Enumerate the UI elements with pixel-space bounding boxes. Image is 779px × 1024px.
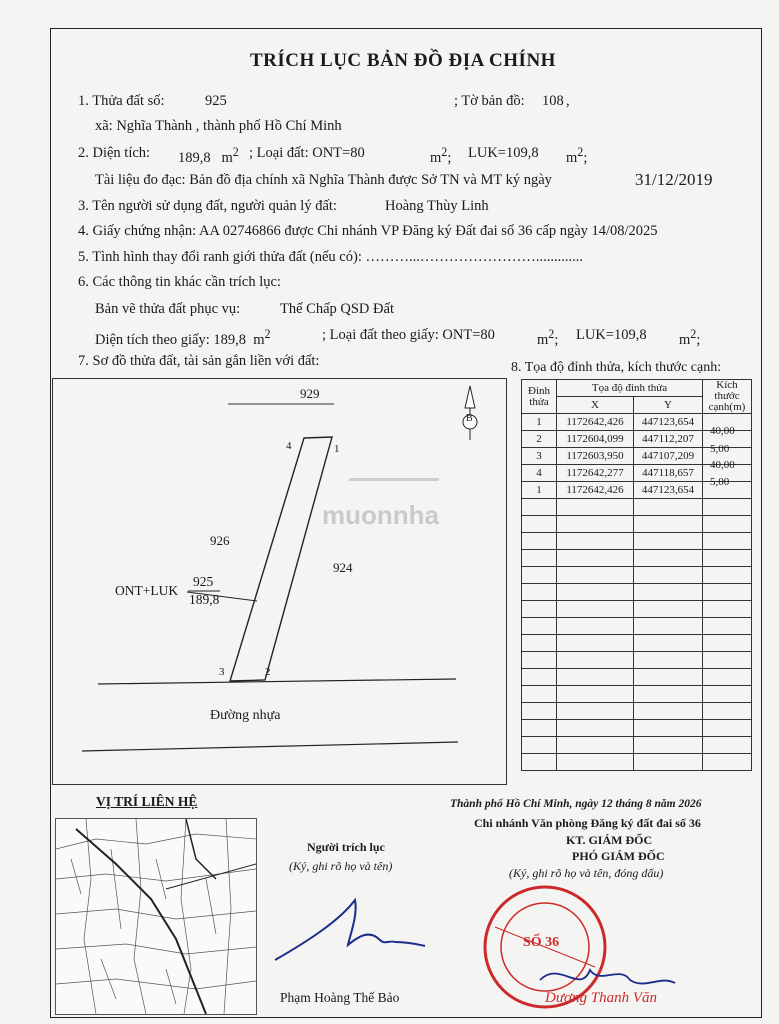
area-unit-ont: $m^2$;: [430, 145, 452, 166]
table-row-empty: [522, 652, 752, 669]
cell-y: 447112,207: [634, 431, 703, 448]
office-sub: (Ký, ghi rõ họ và tên, đóng dấu): [509, 866, 664, 880]
certificate-line: 4. Giấy chứng nhận: AA 02746866 được Chi nhánh VP Đăng ký Đất đai số 36 cấp ngày 14/08/2025: [78, 223, 658, 239]
extractor-name: Phạm Hoàng Thế Bảo: [280, 990, 400, 1005]
cell-v: 4: [522, 465, 557, 482]
table-row-empty: [522, 635, 752, 652]
table-row-empty: [522, 669, 752, 686]
table-row-empty: [522, 754, 752, 771]
table-row-empty: [522, 550, 752, 567]
location-map-label: VỊ TRÍ LIÊN HỆ: [96, 794, 198, 809]
cell-y: 447123,654: [634, 414, 703, 431]
col-coords-header: Tọa độ đỉnh thửa: [557, 380, 703, 397]
kt-director: KT. GIÁM ĐỐC: [566, 833, 653, 847]
survey-document: Tài liệu đo đạc: Bản đồ địa chính xã Nghĩa Thành được Sở TN và MT ký ngày: [95, 172, 552, 188]
parcel-boundary: [230, 437, 332, 681]
survey-date: 31/12/2019: [635, 170, 713, 189]
table-row-empty: [522, 737, 752, 754]
edge-length: 40,00: [710, 459, 735, 471]
area-value: 189,8 $m^2$: [178, 145, 239, 166]
cell-v: 1: [522, 482, 557, 499]
sheet-comma: ,: [566, 93, 570, 109]
purpose-label: Bản vẽ thửa đất phục vụ:: [95, 301, 241, 317]
extractor-sub: (Ký, ghi rõ họ và tên): [289, 859, 393, 873]
neighbor-924: 924: [333, 560, 353, 575]
cell-v: 3: [522, 448, 557, 465]
document-title: TRÍCH LỤC BẢN ĐỒ ĐỊA CHÍNH: [250, 50, 556, 71]
location-map-drawing: [56, 819, 256, 1014]
table-row-empty: [522, 601, 752, 618]
vertex-3-label: 3: [219, 666, 225, 678]
sketch-label: 7. Sơ đồ thửa đất, tài sản gắn liền với đất:: [78, 353, 320, 369]
table-row-empty: [522, 686, 752, 703]
neighbor-926: 926: [210, 533, 230, 548]
edge-length: 40,00: [710, 425, 735, 437]
extractor-signature: [270, 890, 430, 970]
col-vertex-header: Đỉnh thửa: [522, 380, 557, 414]
table-row-empty: [522, 703, 752, 720]
table-row-empty: [522, 499, 752, 516]
parcel-area-sketch: 189,8: [189, 592, 220, 607]
cell-x: 1172642,426: [557, 414, 634, 431]
vertex-1-label: 1: [334, 443, 340, 455]
road-edge-bottom: [82, 742, 458, 751]
boundary-change-line: 5. Tình hình thay đổi ranh giới thửa đất (nếu có): ………...…………………….............: [78, 249, 583, 265]
cert-unit-luk: $m^2$;: [679, 327, 701, 348]
coords-label: 8. Tọa độ đỉnh thửa, kích thước cạnh:: [511, 360, 722, 375]
edge-length: 5,00: [710, 476, 730, 488]
table-row-empty: [522, 618, 752, 635]
cell-v: 1: [522, 414, 557, 431]
parcel-land-code: ONT+LUK: [115, 583, 179, 598]
parcel-number-sketch: 925: [193, 574, 214, 589]
deputy-director: PHÓ GIÁM ĐỐC: [572, 849, 665, 863]
cell-v: 2: [522, 431, 557, 448]
signer-name: Dương Thanh Văn: [545, 990, 658, 1006]
watermark: muonnha: [322, 500, 439, 530]
coords-table: [521, 379, 752, 771]
table-row-empty: [522, 516, 752, 533]
area-unit-luk: $m^2$;: [566, 145, 588, 166]
branch-name: Chi nhánh Văn phòng Đăng ký đất đai số 36: [474, 816, 701, 830]
sheet-number: 108: [542, 93, 564, 109]
cell-x: 1172604,099: [557, 431, 634, 448]
cert-unit-ont: $m^2$;: [537, 327, 559, 348]
table-row-empty: [522, 720, 752, 737]
table-row-empty: [522, 584, 752, 601]
col-y-header: Y: [634, 397, 703, 414]
extractor-label: Người trích lục: [307, 840, 385, 854]
col-dim-header: Kích thước cạnh(m): [703, 380, 752, 414]
issue-date-line: Thành phố Hồ Chí Minh, ngày 12 tháng 8 năm 2026: [450, 798, 702, 810]
vertex-4-label: 4: [286, 440, 292, 452]
area-label: 2. Diện tích:: [78, 145, 151, 161]
cell-x: 1172603,950: [557, 448, 634, 465]
table-row-empty: [522, 533, 752, 550]
location-map: [55, 818, 257, 1015]
purpose-value: Thế Chấp QSD Đất: [280, 301, 394, 317]
cell-y: 447118,657: [634, 465, 703, 482]
owner-label: 3. Tên người sử dụng đất, người quản lý đất:: [78, 198, 337, 214]
owner-name: Hoàng Thùy Linh: [385, 198, 489, 214]
road-edge-top: [98, 679, 456, 684]
edge-length: 5,00: [710, 443, 730, 455]
land-type: ; Loại đất: ONT=80: [249, 145, 365, 161]
col-x-header: X: [557, 397, 634, 414]
cert-land-type-luk: LUK=109,8: [576, 327, 647, 343]
vertex-2-label: 2: [265, 666, 271, 678]
cell-x: 1172642,277: [557, 465, 634, 482]
sheet-label: ; Tờ bản đồ:: [454, 93, 525, 109]
parcel-label: 1. Thửa đất số:: [78, 93, 165, 109]
cell-y: 447107,209: [634, 448, 703, 465]
table-row-empty: [522, 567, 752, 584]
cert-land-type: ; Loại đất theo giấy: ONT=80: [322, 327, 495, 343]
parcel-number: 925: [205, 93, 227, 109]
land-type-luk: LUK=109,8: [468, 145, 539, 161]
cell-y: 447123,654: [634, 482, 703, 499]
cell-x: 1172642,426: [557, 482, 634, 499]
stamp-text: SỐ 36: [523, 935, 560, 950]
location-line: xã: Nghĩa Thành , thành phố Hồ Chí Minh: [95, 118, 342, 134]
cert-area: Diện tích theo giấy: 189,8 $m^2$: [95, 327, 271, 348]
road-label: Đường nhựa: [210, 708, 281, 723]
other-info-label: 6. Các thông tin khác cần trích lục:: [78, 274, 281, 290]
north-arrow-letter: B: [466, 413, 473, 424]
neighbor-929: 929: [300, 386, 320, 401]
